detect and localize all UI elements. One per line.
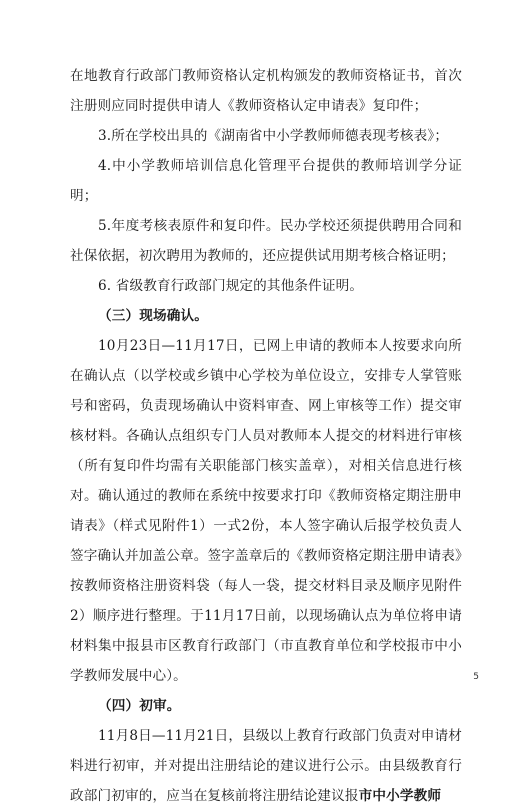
list-item-6: 6. 省级教育行政部门规定的其他条件证明。 — [98, 278, 364, 294]
list-item-5: 5.年度考核表原件和复印件。民办学校还须提供聘用合同和社保依据，初次聘用为教师的，还应提供试用期考核合格证明； — [70, 218, 462, 264]
paragraph-preliminary-review-bold-tail: 市中小学教师 — [358, 788, 442, 804]
list-item-3: 3.所在学校出具的《湖南省中小学教师师德表现考核表》； — [98, 128, 449, 144]
section-heading-preliminary-review: （四）初审。 — [98, 698, 181, 714]
section-heading-onsite-confirmation: （三）现场确认。 — [98, 308, 208, 324]
page-number: 5 — [473, 672, 479, 682]
paragraph-onsite-confirmation: 10月23日—11月17日，已网上申请的教师本人按要求向所在确认点（以学校或乡镇中心学校为单位设立，安排专人掌管账号和密码，负责现场确认中资料审查、网上审核等工作）提交审核材料。各确认点组织专门人员对教师本人提交的材料进行审核（所有复印件均需有关职能部门核实盖章），对相关信息进行核对。确认通过的教师在系统中按要求打印《教师资格定期注册申请表》（样式见附件1）一式2份，本人签字确认后报学校负责人签字确认并加盖公章。签字盖章后的《教师资格定期注册申请表》按教师资格注册资料袋（每人一袋，提交材料目录及顺序见附件2）顺序进行整理。于11月17日前，以现场确认点为单位将申请材料集中报县市区教育行政部门（市直教育单位和学校报市中小学教师发展中心）。 — [70, 338, 462, 684]
paragraph-preliminary-review — [70, 721, 462, 811]
document-body — [70, 61, 462, 811]
paragraph-continuation: 在地教育行政部门教师资格认定机构颁发的教师资格证书，首次注册则应同时提供申请人《教师资格认定申请表》复印件； — [70, 68, 462, 114]
paragraph-preliminary-review-text: 11月8日—11月21日，县级以上教育行政部门负责对申请材料进行初审，并对提出注册结论的建议进行公示。由县级教育行政部门初审的，应当在复核前将注册结论建议报 — [70, 728, 462, 804]
list-item-4: 4.中小学教师培训信息化管理平台提供的教师培训学分证明； — [70, 158, 462, 204]
